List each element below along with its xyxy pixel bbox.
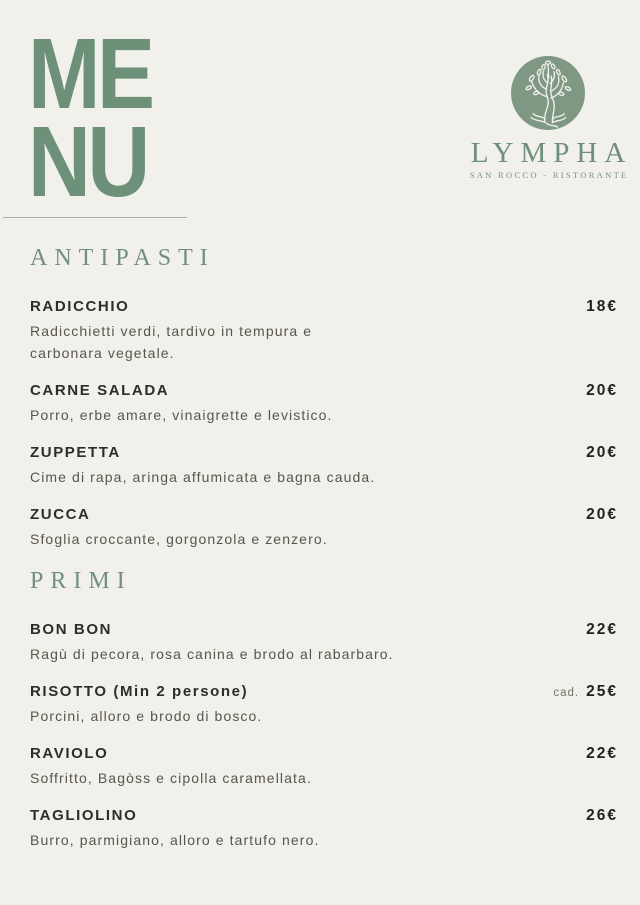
menu-item-raviolo [30, 744, 618, 789]
item-description [30, 320, 618, 364]
price-value: 26€ [586, 807, 618, 824]
menu-item-bon-bon [30, 620, 618, 665]
item-name: RISOTTO (Min 2 persone) [30, 683, 249, 700]
description-line: Burro, parmigiano, alloro e tartufo nero. [30, 832, 320, 848]
description-line: Cime di rapa, aringa affumicata e bagna cauda. [30, 469, 376, 485]
menu-item-risotto [30, 682, 618, 727]
page-title [28, 18, 152, 218]
section-antipasti [30, 245, 618, 550]
description-line: Sfoglia croccante, gorgonzola e zenzero. [30, 531, 328, 547]
item-price [586, 298, 618, 316]
item-name: ZUPPETTA [30, 444, 121, 461]
description-line: Ragù di pecora, rosa canina e brodo al rabarbaro. [30, 646, 394, 662]
item-name: RAVIOLO [30, 745, 109, 762]
description-line: Porcini, alloro e brodo di bosco. [30, 708, 263, 724]
item-price [586, 444, 618, 462]
section-heading: ANTIPASTI [30, 245, 215, 271]
item-name: RADICCHIO [30, 298, 130, 315]
menu-item-carne-salada [30, 381, 618, 426]
item-description [30, 705, 618, 727]
item-description [30, 404, 618, 426]
item-price [586, 382, 618, 400]
menu-content [30, 245, 618, 868]
page-title-line-2: NU [28, 106, 147, 218]
price-value: 20€ [586, 506, 618, 523]
item-description [30, 643, 618, 665]
description-line: Porro, erbe amare, vinaigrette e levistico. [30, 407, 333, 423]
item-price [586, 807, 618, 825]
menu-item-zucca [30, 505, 618, 550]
item-price [586, 621, 618, 639]
item-description [30, 767, 618, 789]
price-unit-label: cad. [553, 687, 580, 699]
brand-name: LYMPHA [470, 137, 633, 169]
tree-of-life-icon [511, 56, 585, 130]
price-value: 22€ [586, 621, 618, 638]
item-price [586, 745, 618, 763]
item-name: TAGLIOLINO [30, 807, 138, 824]
item-description [30, 829, 618, 851]
item-description [30, 528, 618, 550]
section-primi [30, 568, 618, 851]
item-price [553, 683, 618, 701]
menu-item-radicchio [30, 297, 618, 364]
menu-item-tagliolino [30, 806, 618, 851]
page-title-line-1: ME [28, 18, 152, 130]
menu-item-zuppetta [30, 443, 618, 488]
price-value: 22€ [586, 745, 618, 762]
header-divider [3, 217, 187, 218]
item-price [586, 506, 618, 524]
item-name: BON BON [30, 621, 113, 638]
price-value: 20€ [586, 444, 618, 461]
description-line: Radicchietti verdi, tardivo in tempura e [30, 323, 313, 339]
restaurant-logo [455, 56, 640, 180]
price-value: 18€ [586, 298, 618, 315]
price-value: 20€ [586, 382, 618, 399]
item-name: CARNE SALADA [30, 382, 170, 399]
description-line: carbonara vegetale. [30, 345, 175, 361]
description-line: Soffritto, Bagòss e cipolla caramellata. [30, 770, 312, 786]
brand-subtitle: SAN ROCCO - RISTORANTE [469, 170, 629, 180]
item-name: ZUCCA [30, 506, 91, 523]
item-description [30, 466, 618, 488]
section-heading: PRIMI [30, 568, 132, 594]
price-value: 25€ [586, 683, 618, 700]
